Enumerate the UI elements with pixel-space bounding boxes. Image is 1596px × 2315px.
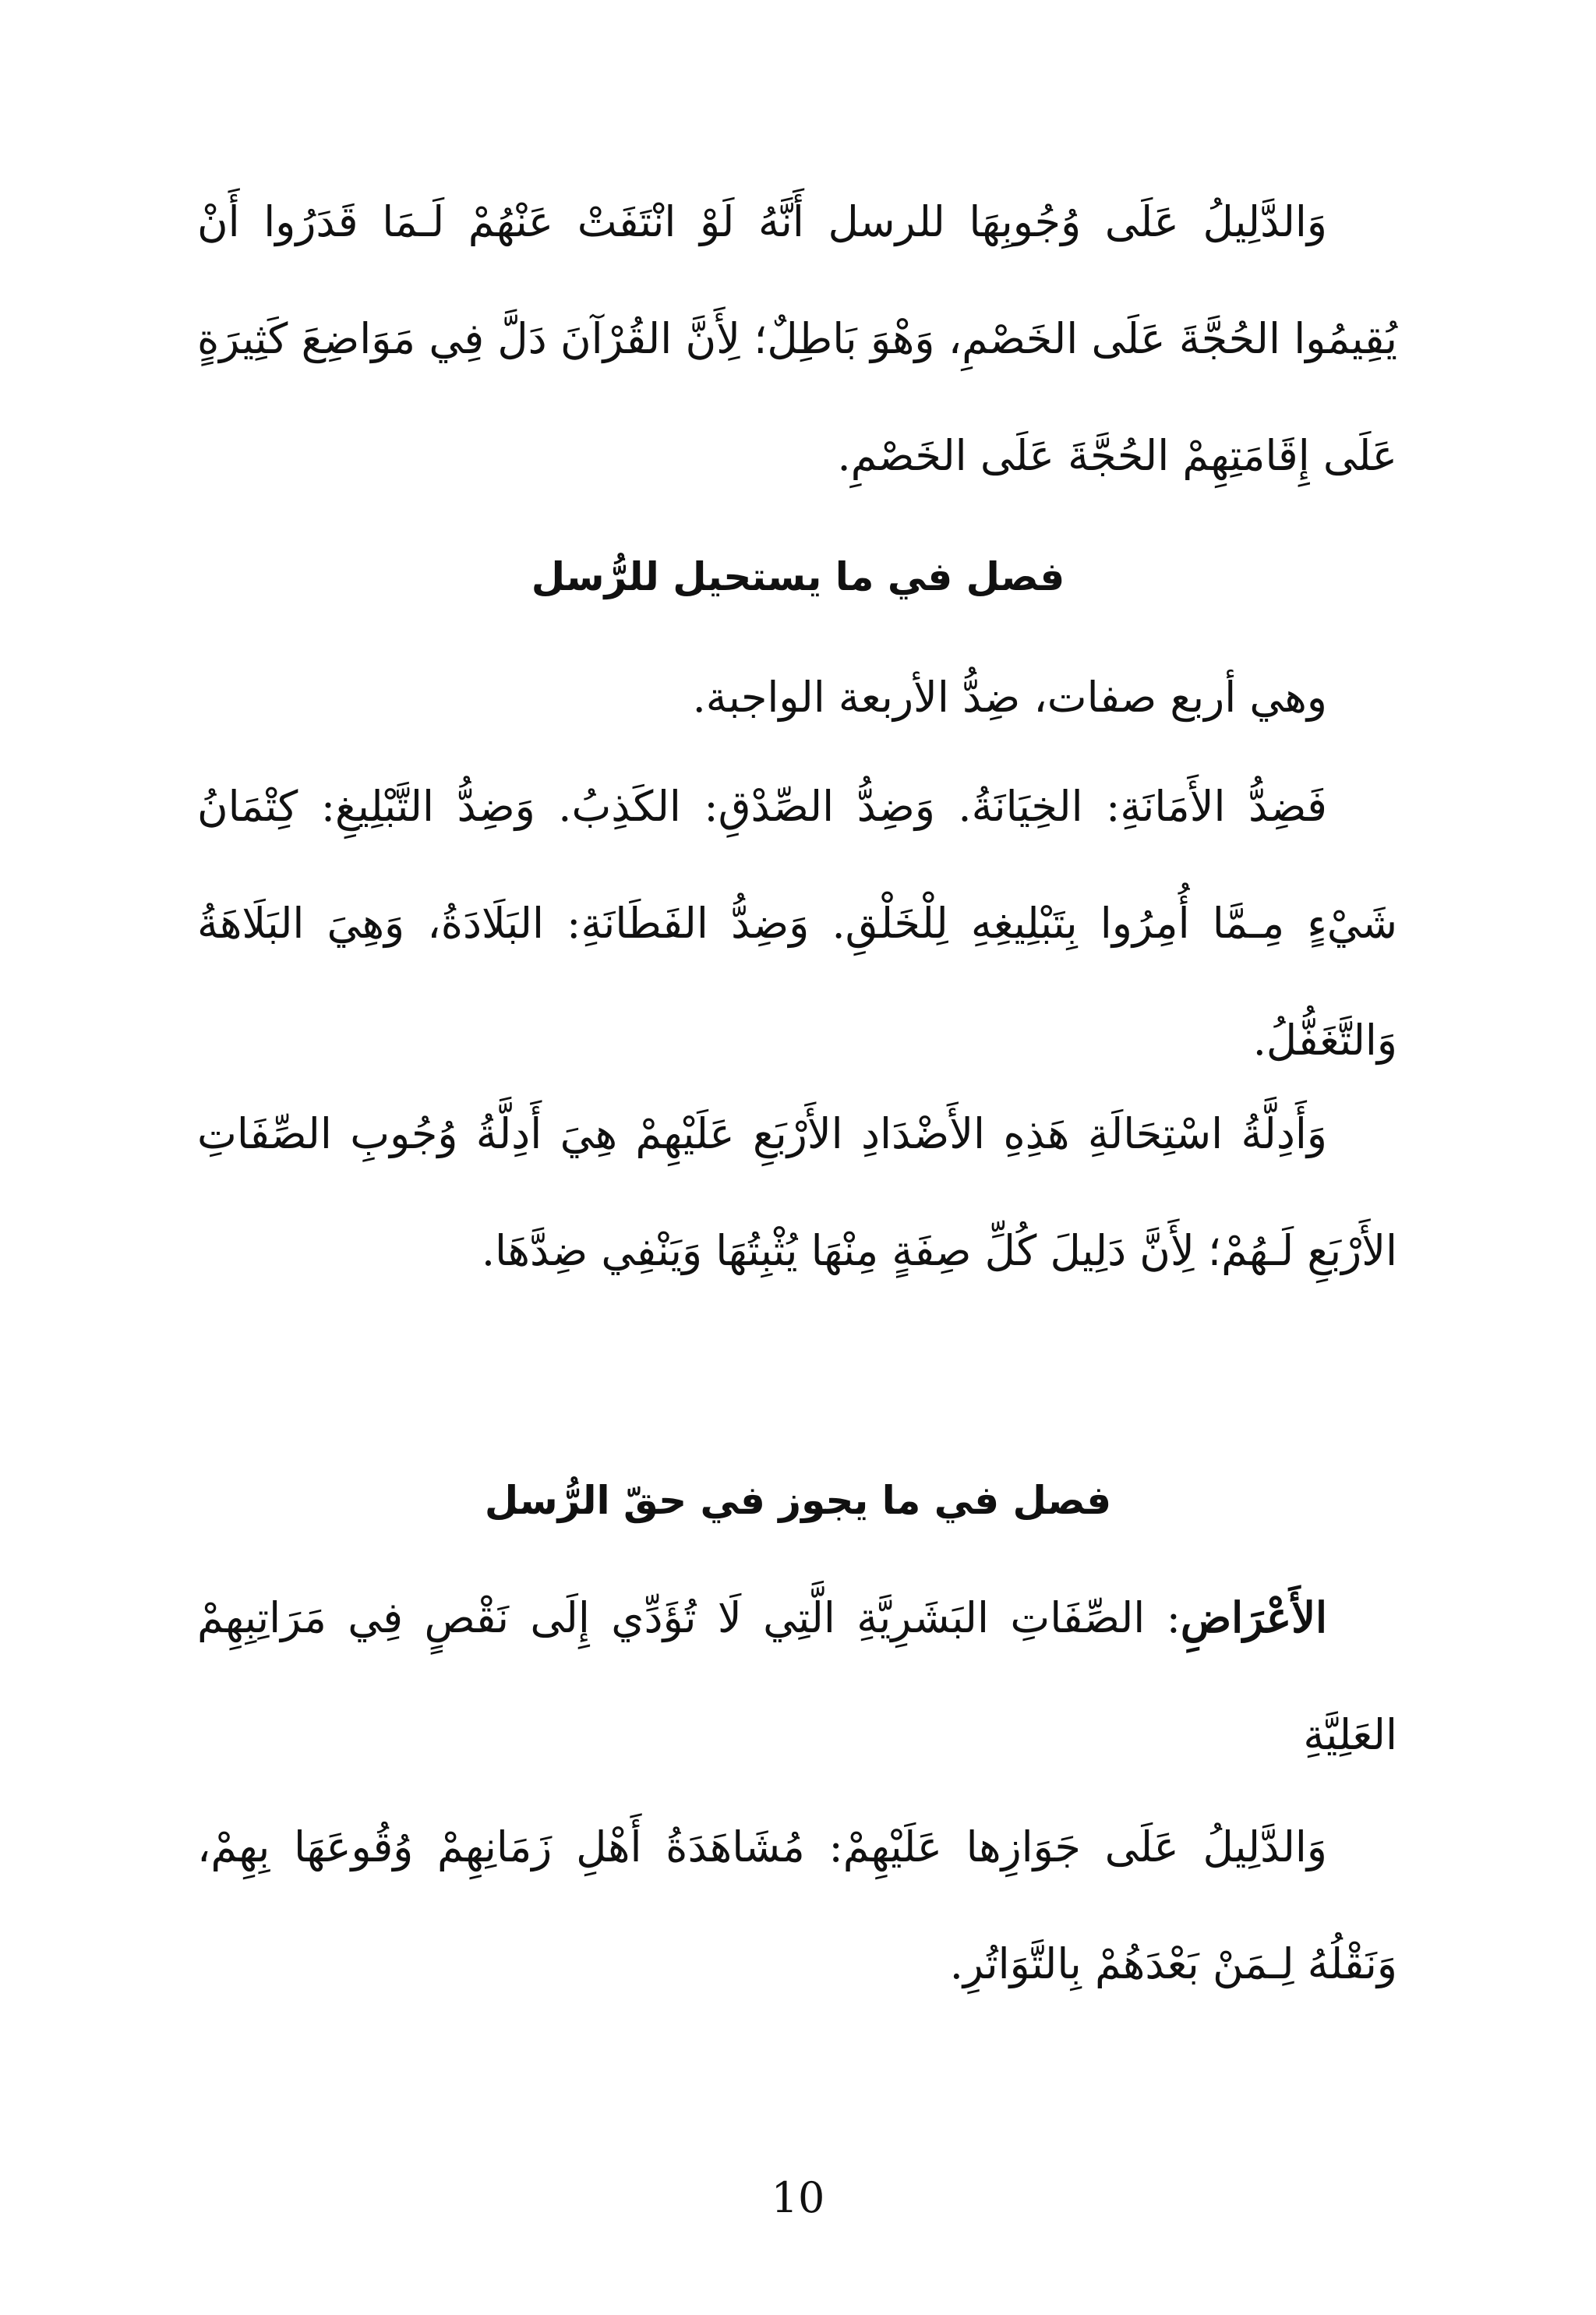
- paragraph-text: وَأَدِلَّةُ اسْتِحَالَةِ هَذِهِ الأَضْدَادِ الأَرْبَعِ عَلَيْهِمْ هِيَ أَدِلَّةُ وُجُوبِ الصِّفَاتِ الأَرْبَعِ لَـهُمْ؛ لِأَنَّ دَلِيلَ كُلِّ صِفَةٍ مِنْهَا يُثْبِتُهَا وَيَنْفِي ضِدَّهَا.: [197, 1109, 1397, 1275]
- paragraph-text: وهي أربع صفات، ضِدُّ الأربعة الواجبة.: [692, 673, 1327, 722]
- paragraph-opposites: [197, 748, 1397, 1099]
- defined-term: الأَعْرَاضِ: [1180, 1592, 1327, 1642]
- paragraph-text: فَضِدُّ الأَمَانَةِ: الخِيَانَةُ. وَضِدُّ الصِّدْقِ: الكَذِبُ. وَضِدُّ التَّبْلِيغِ: كِتْمَانُ شَيْءٍ مِـمَّا أُمِرُوا بِتَبْلِيغِهِ لِلْخَلْقِ. وَضِدُّ الفَطَانَةِ: البَلَادَةُ، وَهِيَ البَلَاهَةُ وَالتَّغَفُّلُ.: [197, 782, 1397, 1065]
- page-number: 10: [771, 2173, 825, 2222]
- paragraph-evidence-impossibility: [197, 1076, 1397, 1309]
- paragraph-text: : الصِّفَاتِ البَشَرِيَّةِ الَّتِي لَا تُؤَدِّي إِلَى نَقْصٍ فِي مَرَاتِبِهِمْ العَلِيَّةِ: [197, 1593, 1397, 1759]
- paragraph-evidence-necessity: [197, 164, 1397, 514]
- paragraph-text: وَالدَّلِيلُ عَلَى وُجُوبِهَا للرسل أَنَّهُ لَوْ انْتَفَتْ عَنْهُمْ لَـمَا قَدَرُوا أَنْ يُقِيمُوا الحُجَّةَ عَلَى الخَصْمِ، وَهْوَ بَاطِلٌ؛ لِأَنَّ القُرْآنَ دَلَّ فِي مَوَاضِعَ كَثِيرَةٍ عَلَى إِقَامَتِهِمْ الحُجَّةَ عَلَى الخَصْمِ.: [197, 197, 1397, 480]
- paragraph-text: وَالدَّلِيلُ عَلَى جَوَازِها عَلَيْهِمْ: مُشَاهَدَةُ أَهْلِ زَمَانِهِمْ وُقُوعَهَا بِهِمْ، وَنَقْلُهُ لِـمَنْ بَعْدَهُمْ بِالتَّوَاتُرِ.: [197, 1822, 1397, 1988]
- paragraph-four-attributes: [197, 639, 1397, 756]
- paragraph-human-attributes: [197, 1559, 1397, 1794]
- paragraph-evidence-permissibility: [197, 1789, 1397, 2023]
- section-heading-permissible-attributes: فصل في ما يجوز في حقّ الرُّسل: [484, 1478, 1112, 1523]
- section-heading-impossible-attributes: فصل في ما يستحيل للرُّسل: [531, 554, 1065, 599]
